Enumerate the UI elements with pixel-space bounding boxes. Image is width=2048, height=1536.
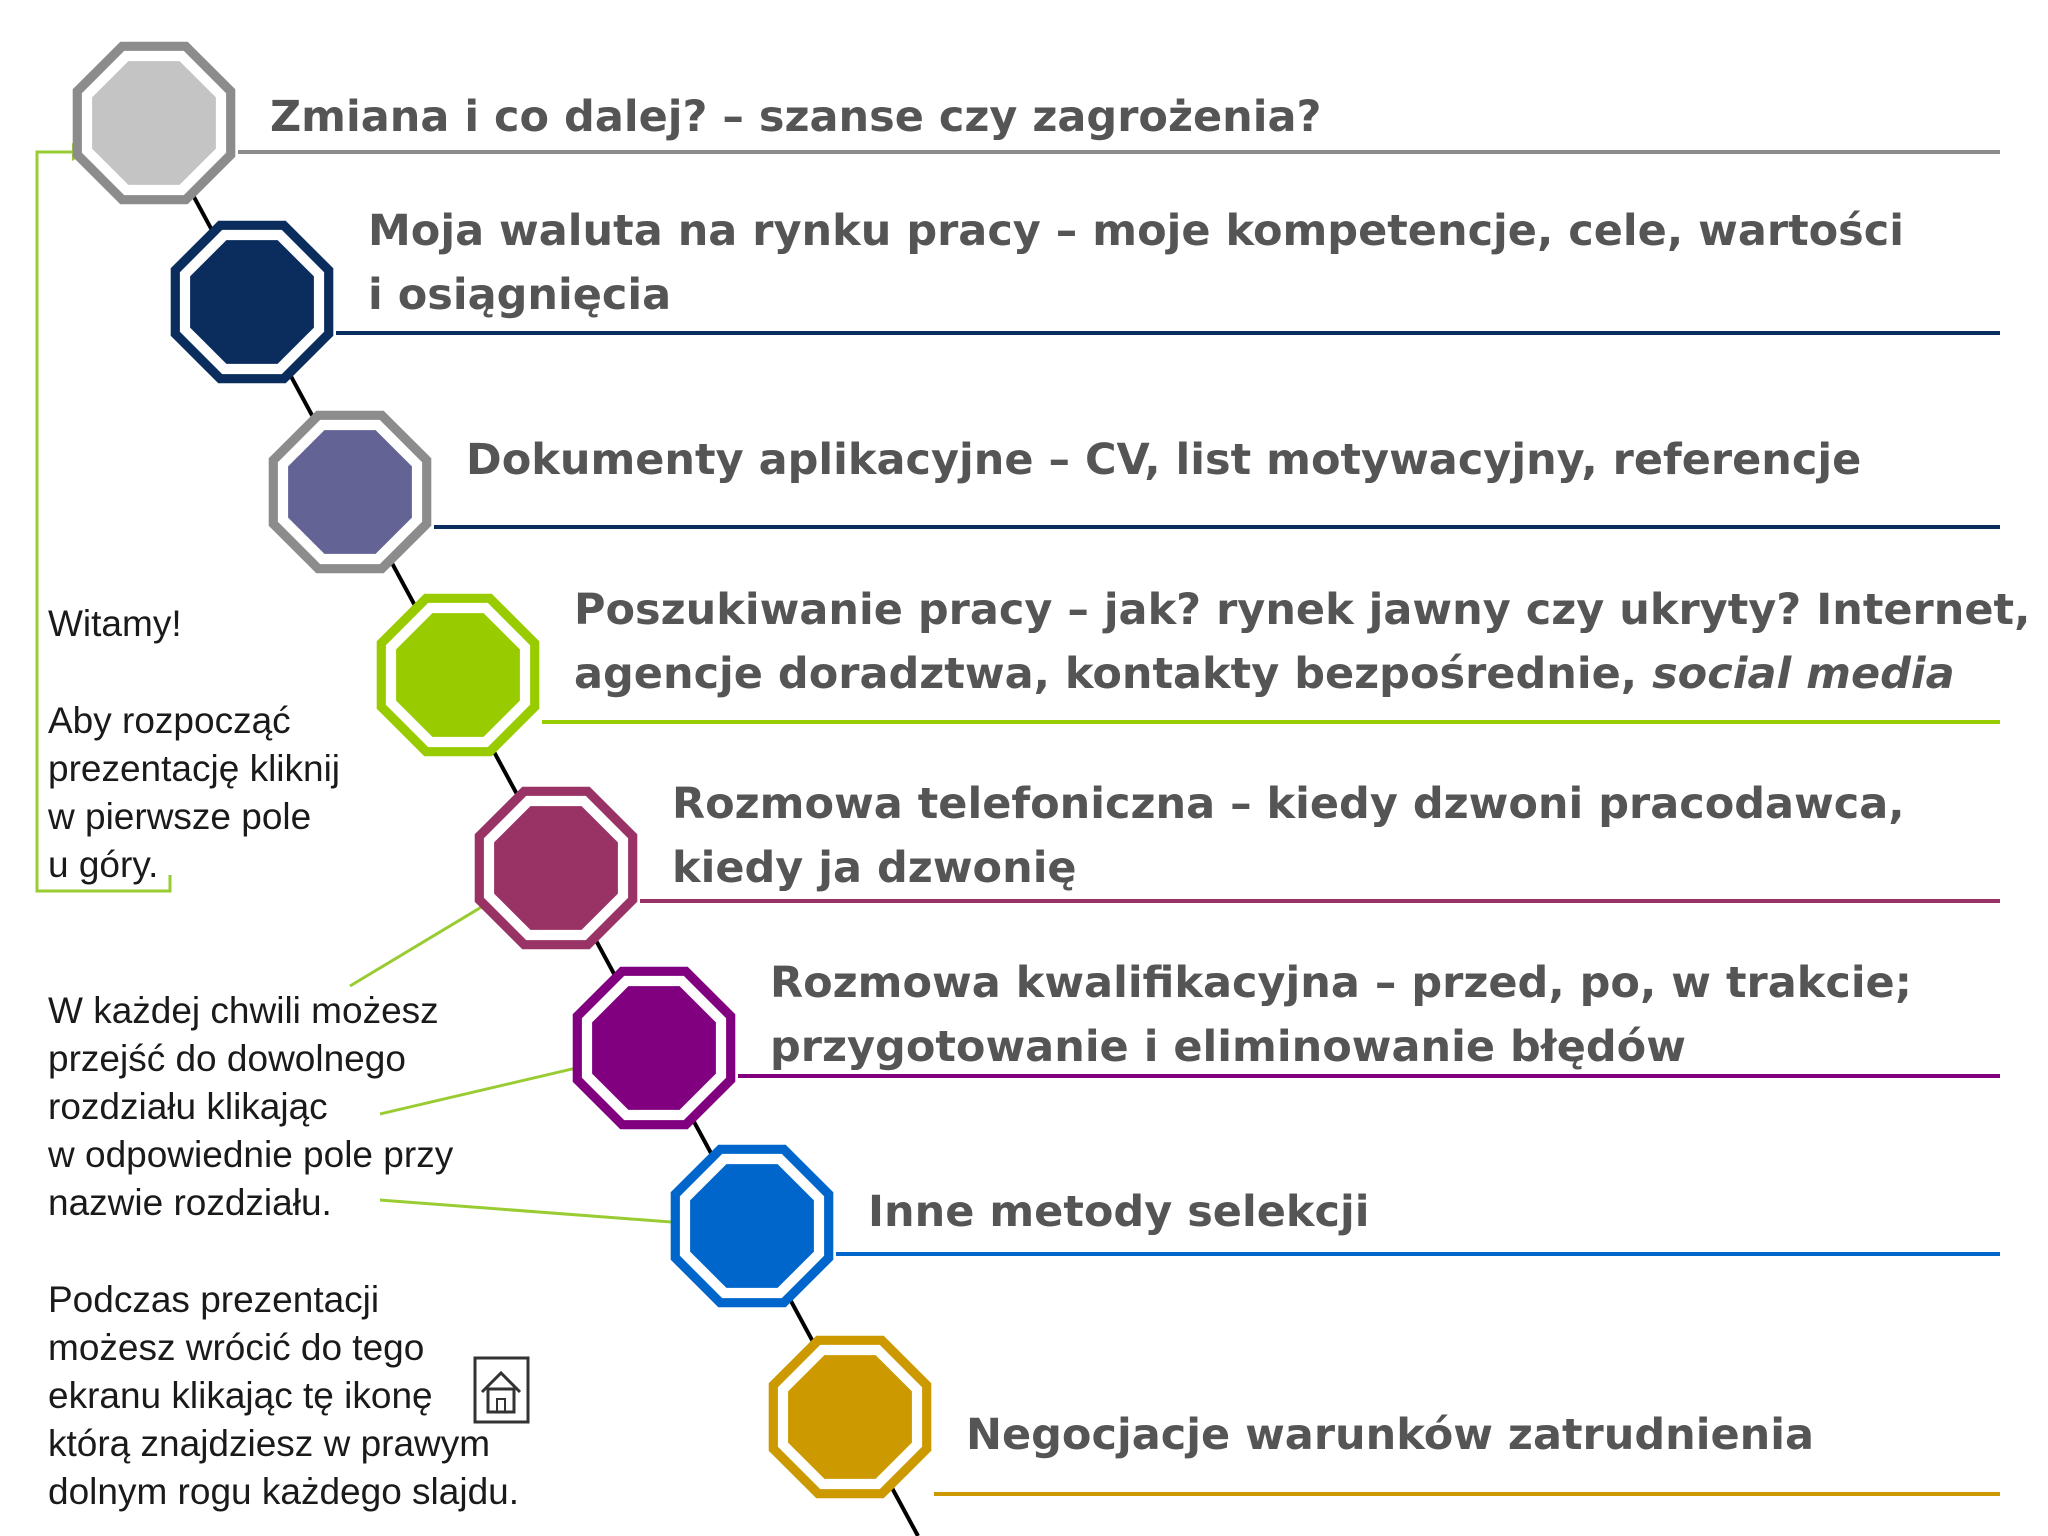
octagon-fill [690, 1164, 814, 1288]
chapter-title-line: Rozmowa kwalifikacyjna – przed, po, w trakcie; [770, 958, 1912, 1008]
chapter-1-title[interactable] [270, 85, 1321, 149]
chapter-title-line [672, 836, 1905, 900]
navigate-line: rozdziału klikając [48, 1086, 328, 1127]
home-line: dolnym rogu każdego slajdu. [48, 1471, 520, 1512]
welcome-text [48, 600, 182, 648]
chapter-title-line [770, 1015, 1912, 1079]
start-line: Aby rozpocząć [48, 700, 291, 741]
chapter-7-title[interactable] [868, 1180, 1369, 1244]
chapter-title-line: Dokumenty aplikacyjne – CV, list motywacyjny, referencje [466, 435, 1862, 485]
chapter-4-octagon-button[interactable] [377, 594, 540, 757]
chapter-5-title[interactable] [672, 772, 1905, 900]
start-line: u góry. [48, 844, 159, 885]
chapter-6-title[interactable] [770, 951, 1912, 1079]
chapter-title-text: agencje doradztwa, kontakty bezpośrednie, [574, 649, 1653, 699]
octagon-fill [494, 806, 618, 930]
chapter-4-title[interactable] [574, 578, 2030, 706]
chapter-2-octagon-button[interactable] [171, 221, 334, 384]
start-line: prezentację kliknij [48, 748, 341, 789]
octagon-fill [788, 1355, 912, 1479]
navigate-line: W każdej chwili możesz [48, 990, 439, 1031]
home-line: którą znajdziesz w prawym [48, 1423, 491, 1464]
welcome-heading: Witamy! [48, 603, 182, 644]
chapter-title-line: Inne metody selekcji [868, 1187, 1370, 1237]
octagon-fill [92, 61, 216, 185]
chapter-title-line: Negocjacje warunków zatrudnienia [966, 1410, 1815, 1460]
chapter-8-title[interactable] [966, 1403, 1814, 1467]
start-line: w pierwsze pole [48, 796, 312, 837]
navigate-line: przejść do dowolnego [48, 1038, 406, 1079]
home-instruction [48, 1276, 519, 1516]
chapter-title-line [574, 642, 2030, 706]
chapter-title-line: Rozmowa telefoniczna – kiedy dzwoni pracodawca, [672, 779, 1905, 829]
chapter-6-octagon-button[interactable] [573, 967, 736, 1130]
octagon-fill [396, 613, 520, 737]
start-instruction [48, 697, 340, 889]
home-line: ekranu klikając tę ikonę [48, 1375, 433, 1416]
chapter-7-octagon-button[interactable] [671, 1145, 834, 1308]
octagon-fill [592, 986, 716, 1110]
home-line: możesz wrócić do tego [48, 1327, 425, 1368]
chapter-title-text: kiedy ja dzwonię [672, 843, 1077, 893]
chapter-5-octagon-button[interactable] [475, 787, 638, 950]
octagon-fill [190, 240, 314, 364]
octagon-fill [288, 430, 412, 554]
chapter-3-title[interactable] [466, 428, 1861, 492]
chapter-8-octagon-button[interactable] [769, 1336, 932, 1499]
chapter-title-text: przygotowanie i eliminowanie błędów [770, 1022, 1686, 1072]
navigate-instruction [48, 987, 453, 1227]
navigate-line: nazwie rozdziału. [48, 1182, 332, 1223]
home-line: Podczas prezentacji [48, 1279, 380, 1320]
chapter-title-line [368, 263, 1904, 327]
chapter-title-line: Poszukiwanie pracy – jak? rynek jawny czy ukryty? Internet, [574, 585, 2031, 635]
chapter-2-title[interactable] [368, 199, 1904, 327]
chapter-title-line: Moja waluta na rynku pracy – moje kompetencje, cele, wartości [368, 206, 1904, 256]
chapter-title-line: Zmiana i co dalej? – szanse czy zagrożenia? [270, 92, 1322, 142]
chapter-3-octagon-button[interactable] [269, 411, 432, 574]
navigate-line: w odpowiednie pole przy [48, 1134, 454, 1175]
chapter-1-octagon-button[interactable] [73, 42, 236, 205]
chapter-title-text: i osiągnięcia [368, 270, 672, 320]
chapter-title-italic: social media [1652, 649, 1955, 699]
